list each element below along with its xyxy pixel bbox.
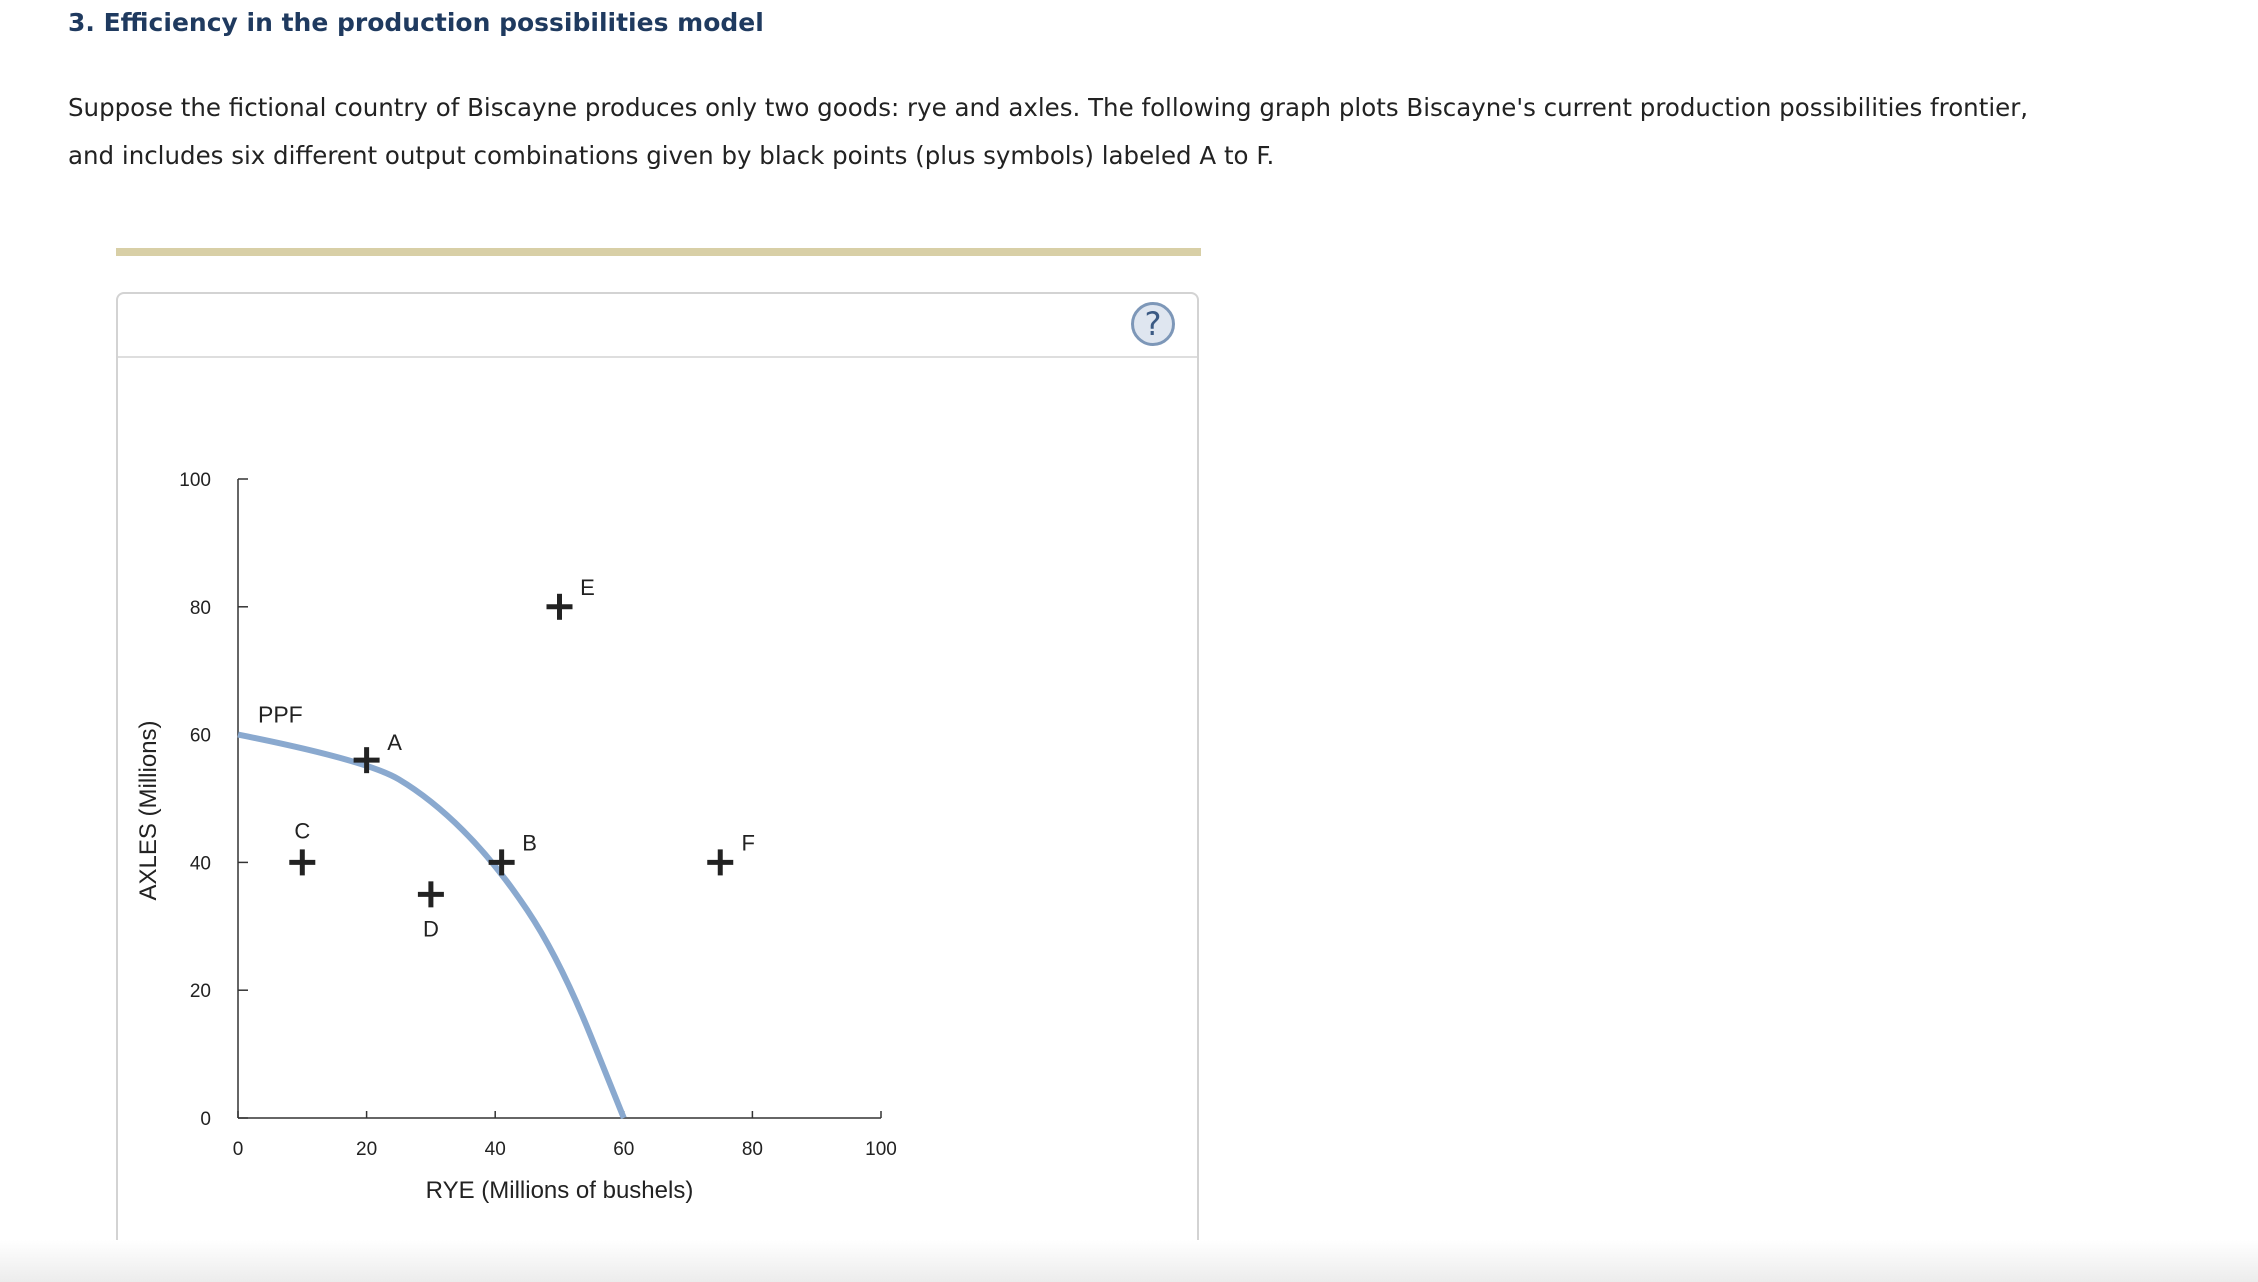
x-tick-label: 0 bbox=[232, 1139, 244, 1160]
x-tick-label: 60 bbox=[613, 1139, 635, 1160]
y-axis-label: AXLES (Millions) bbox=[135, 720, 162, 901]
y-tick-label: 0 bbox=[200, 1109, 211, 1130]
x-tick-label: 100 bbox=[865, 1139, 897, 1160]
x-tick-label: 80 bbox=[741, 1139, 763, 1160]
y-tick-label: 40 bbox=[189, 853, 211, 875]
x-tick-label: 40 bbox=[484, 1139, 506, 1160]
point-label: C bbox=[294, 818, 311, 844]
y-tick-label: 80 bbox=[189, 597, 211, 619]
bottom-shade bbox=[0, 1240, 2258, 1282]
point-label: E bbox=[580, 574, 595, 600]
x-tick-label: 20 bbox=[356, 1139, 378, 1160]
question-prompt: Suppose the fictional country of Biscayne produces only two goods: rye and axles. The following graph plots Biscayne's current production possibilities frontier, and includes six different output combinations given by black points (plus symbols) labeled A to F. bbox=[68, 93, 2029, 170]
ppf-label: PPF bbox=[258, 701, 303, 728]
graph-panel-header bbox=[118, 294, 1197, 358]
point-label: D bbox=[422, 916, 439, 942]
y-tick-label: 60 bbox=[189, 725, 211, 747]
y-tick-label: 20 bbox=[189, 981, 211, 1003]
graph-top-bar bbox=[116, 248, 1201, 256]
y-tick-label: 100 bbox=[179, 470, 211, 491]
point-label: A bbox=[387, 730, 402, 756]
question-title: 3. Efficiency in the production possibilities model bbox=[68, 8, 764, 37]
point-label: F bbox=[741, 830, 755, 856]
point-label: B bbox=[522, 830, 537, 856]
graph-panel bbox=[116, 292, 1199, 1272]
help-icon[interactable]: ? bbox=[1131, 302, 1175, 346]
x-axis-label: RYE (Millions of bushels) bbox=[425, 1177, 694, 1204]
